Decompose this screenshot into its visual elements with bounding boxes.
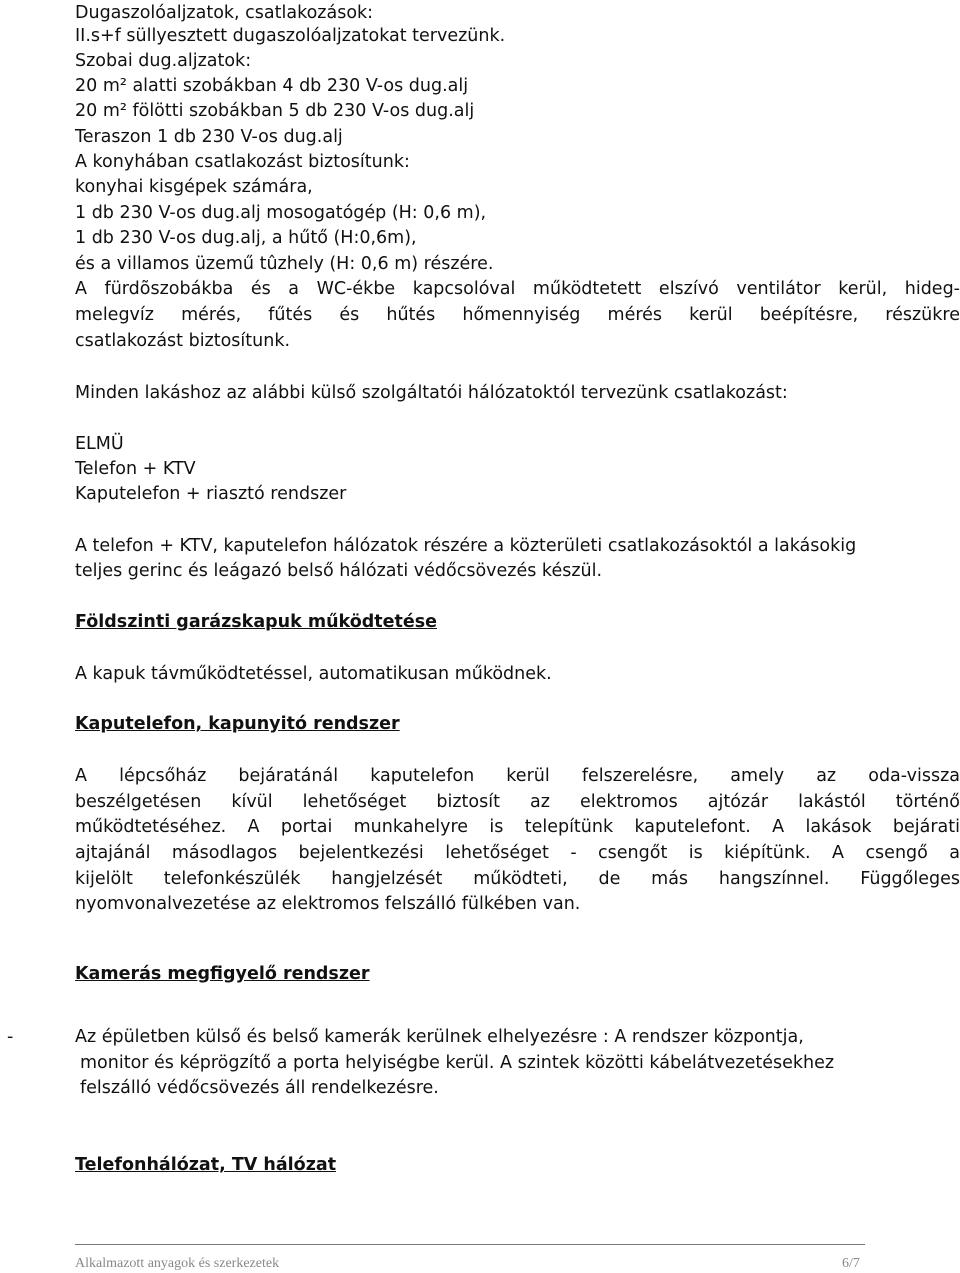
garage-text: A kapuk távműködtetéssel, automatikusan működnek. (75, 664, 552, 684)
intercom-paragraph-line: beszélgetésen kívül lehetőséget biztosít az elektromos ajtózár lakástól történő (75, 792, 960, 812)
telecom-heading: Telefonhálózat, TV hálózat (75, 1155, 337, 1175)
provider-item: Telefon + KTV (75, 459, 196, 479)
camera-paragraph-line: Az épületben külső és belső kamerák kerülnek elhelyezésre : A rendszer központja, (75, 1027, 804, 1047)
intercom-heading: Kaputelefon, kapunyitó rendszer (75, 714, 400, 734)
footer-divider (75, 1244, 865, 1245)
text-line: 20 m² alatti szobákban 4 db 230 V-os dug.alj (75, 76, 469, 96)
text-line: Szobai dug.aljzatok: (75, 51, 252, 71)
text-line: II.s+f süllyesztett dugaszolóaljzatokat tervezünk. (75, 26, 506, 46)
intercom-paragraph-line: kijelölt telefonkészülék hangjelzését működteti, de más hangszínnel. Függőleges (75, 869, 960, 889)
bathroom-paragraph-line: A fürdõszobákba és a WC-ékbe kapcsolóval működtetett elszívó ventilátor kerül, hideg- (75, 279, 960, 299)
camera-paragraph-line: monitor és képrögzítő a porta helyiségbe kerül. A szintek közötti kábelátvezetésekhez (80, 1053, 835, 1073)
camera-paragraph-line: felszálló védőcsövezés áll rendelkezésre. (80, 1078, 439, 1098)
garage-heading: Földszinti garázskapuk működtetése (75, 612, 438, 632)
bullet-dash: - (7, 1027, 14, 1047)
footer-title: Alkalmazott anyagok és szerkezetek (75, 1256, 280, 1271)
provider-item: ELMÜ (75, 434, 124, 454)
text-line: és a villamos üzemű tûzhely (H: 0,6 m) részére. (75, 254, 494, 274)
text-line: Dugaszolóaljzatok, csatlakozások: (75, 3, 374, 23)
page-number: 6/7 (842, 1256, 860, 1271)
bathroom-paragraph-line: melegvíz mérés, fűtés és hűtés hőmennyiség mérés kerül beépítésre, részükre (75, 305, 960, 325)
bathroom-paragraph-line: csatlakozást biztosítunk. (75, 331, 291, 351)
camera-heading: Kamerás megfigyelő rendszer (75, 964, 370, 984)
telefon-paragraph-line: teljes gerinc és leágazó belső hálózati védőcsövezés készül. (75, 561, 603, 581)
text-line: 20 m² fölötti szobákban 5 db 230 V-os dug.alj (75, 101, 475, 121)
provider-item: Kaputelefon + riasztó rendszer (75, 484, 347, 504)
intercom-paragraph-line: működtetéséhez. A portai munkahelyre is telepítünk kaputelefont. A lakások bejárati (75, 817, 960, 837)
document-page (7, 0, 960, 1273)
intercom-paragraph-line: A lépcsőház bejáratánál kaputelefon kerül felszerelésre, amely az oda-vissza (75, 766, 960, 786)
text-line: A konyhában csatlakozást biztosítunk: (75, 152, 410, 172)
connections-intro: Minden lakáshoz az alábbi külső szolgáltatói hálózatoktól tervezünk csatlakozást: (75, 383, 788, 403)
text-line: Teraszon 1 db 230 V-os dug.alj (75, 127, 343, 147)
intercom-paragraph-line: ajtajánál másodlagos bejelentkezési lehetőséget - csengőt is kiépítünk. A csengő a (75, 843, 960, 863)
text-line: 1 db 230 V-os dug.alj, a hűtő (H:0,6m), (75, 228, 417, 248)
intercom-paragraph-line: nyomvonalvezetése az elektromos felszálló fülkében van. (75, 894, 581, 914)
text-line: 1 db 230 V-os dug.alj mosogatógép (H: 0,6 m), (75, 203, 487, 223)
telefon-paragraph-line: A telefon + KTV, kaputelefon hálózatok részére a közterületi csatlakozásoktól a lakásokig (75, 536, 857, 556)
text-line: konyhai kisgépek számára, (75, 177, 313, 197)
